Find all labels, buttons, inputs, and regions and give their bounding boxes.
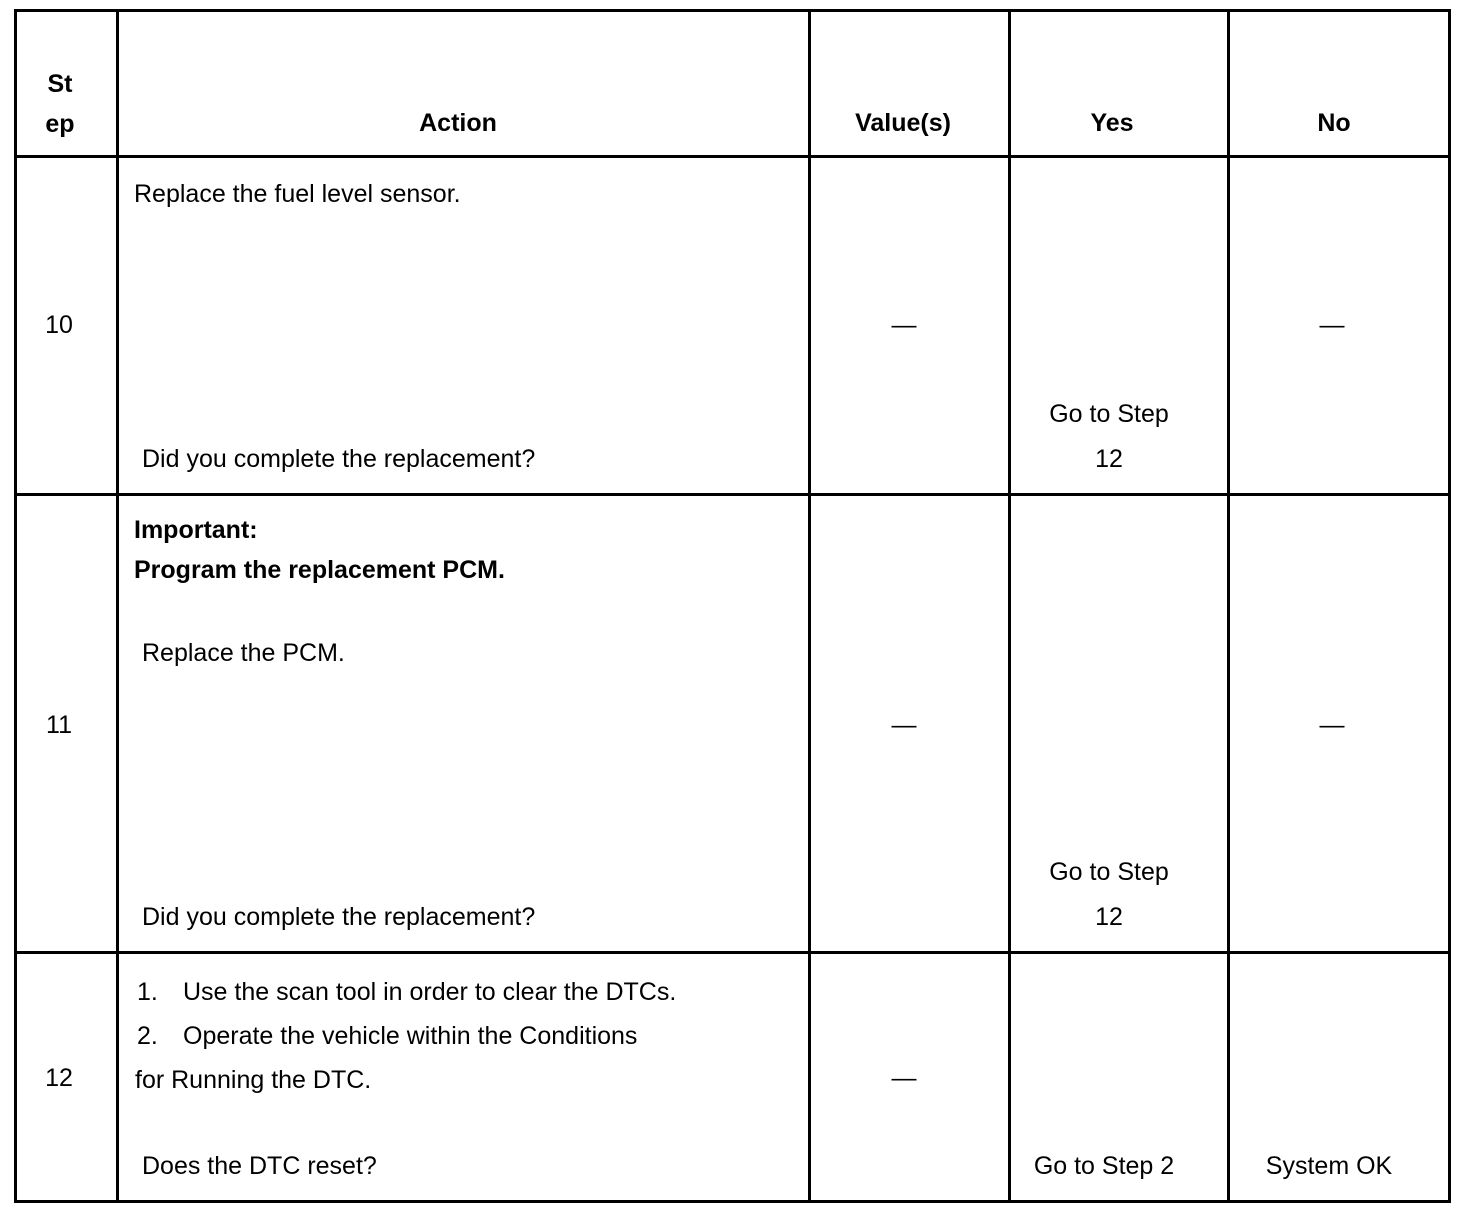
yes-cell-line2: 12 (1095, 445, 1123, 473)
table-border-left (14, 9, 17, 1203)
row-divider (14, 951, 1451, 954)
header-values: Value(s) (855, 109, 951, 137)
values-cell: — (891, 1064, 917, 1092)
list-item-continuation: for Running the DTC. (135, 1066, 372, 1094)
action-question: Did you complete the replacement? (142, 445, 536, 473)
no-cell: System OK (1265, 1152, 1393, 1180)
important-label: Important: (134, 516, 258, 544)
step-number: 10 (45, 311, 73, 339)
yes-cell-line1: Go to Step (1049, 858, 1169, 886)
action-question: Did you complete the replacement? (142, 903, 536, 931)
yes-cell: Go to Step 2 (1033, 1152, 1175, 1180)
header-divider (14, 155, 1451, 158)
table-border-bottom (14, 1200, 1451, 1203)
header-yes: Yes (1090, 109, 1134, 137)
header-action: Action (419, 109, 497, 137)
list-item-number: 1. (137, 978, 158, 1006)
column-divider (1008, 9, 1011, 1203)
no-cell: — (1319, 711, 1345, 739)
column-divider (116, 9, 119, 1203)
action-text: Replace the fuel level sensor. (134, 180, 461, 208)
list-item-number: 2. (137, 1022, 158, 1050)
header-no: No (1317, 109, 1351, 137)
header-step-line1: St (47, 70, 73, 98)
yes-cell-line1: Go to Step (1049, 400, 1169, 428)
step-number: 12 (45, 1064, 73, 1092)
values-cell: — (891, 711, 917, 739)
important-text: Program the replacement PCM. (134, 556, 505, 584)
action-question: Does the DTC reset? (142, 1152, 377, 1180)
no-cell: — (1319, 311, 1345, 339)
column-divider (1227, 9, 1230, 1203)
table-border-right (1448, 9, 1451, 1203)
yes-cell-line2: 12 (1095, 903, 1123, 931)
list-item-text: Use the scan tool in order to clear the DTCs. (183, 978, 677, 1006)
list-item-text: Operate the vehicle within the Conditions (183, 1022, 638, 1050)
row-divider (14, 493, 1451, 496)
step-number: 11 (46, 711, 72, 739)
header-step-line2: ep (45, 110, 75, 138)
values-cell: — (891, 311, 917, 339)
table-border-top (14, 9, 1451, 12)
action-text: Replace the PCM. (142, 639, 345, 667)
column-divider (808, 9, 811, 1203)
